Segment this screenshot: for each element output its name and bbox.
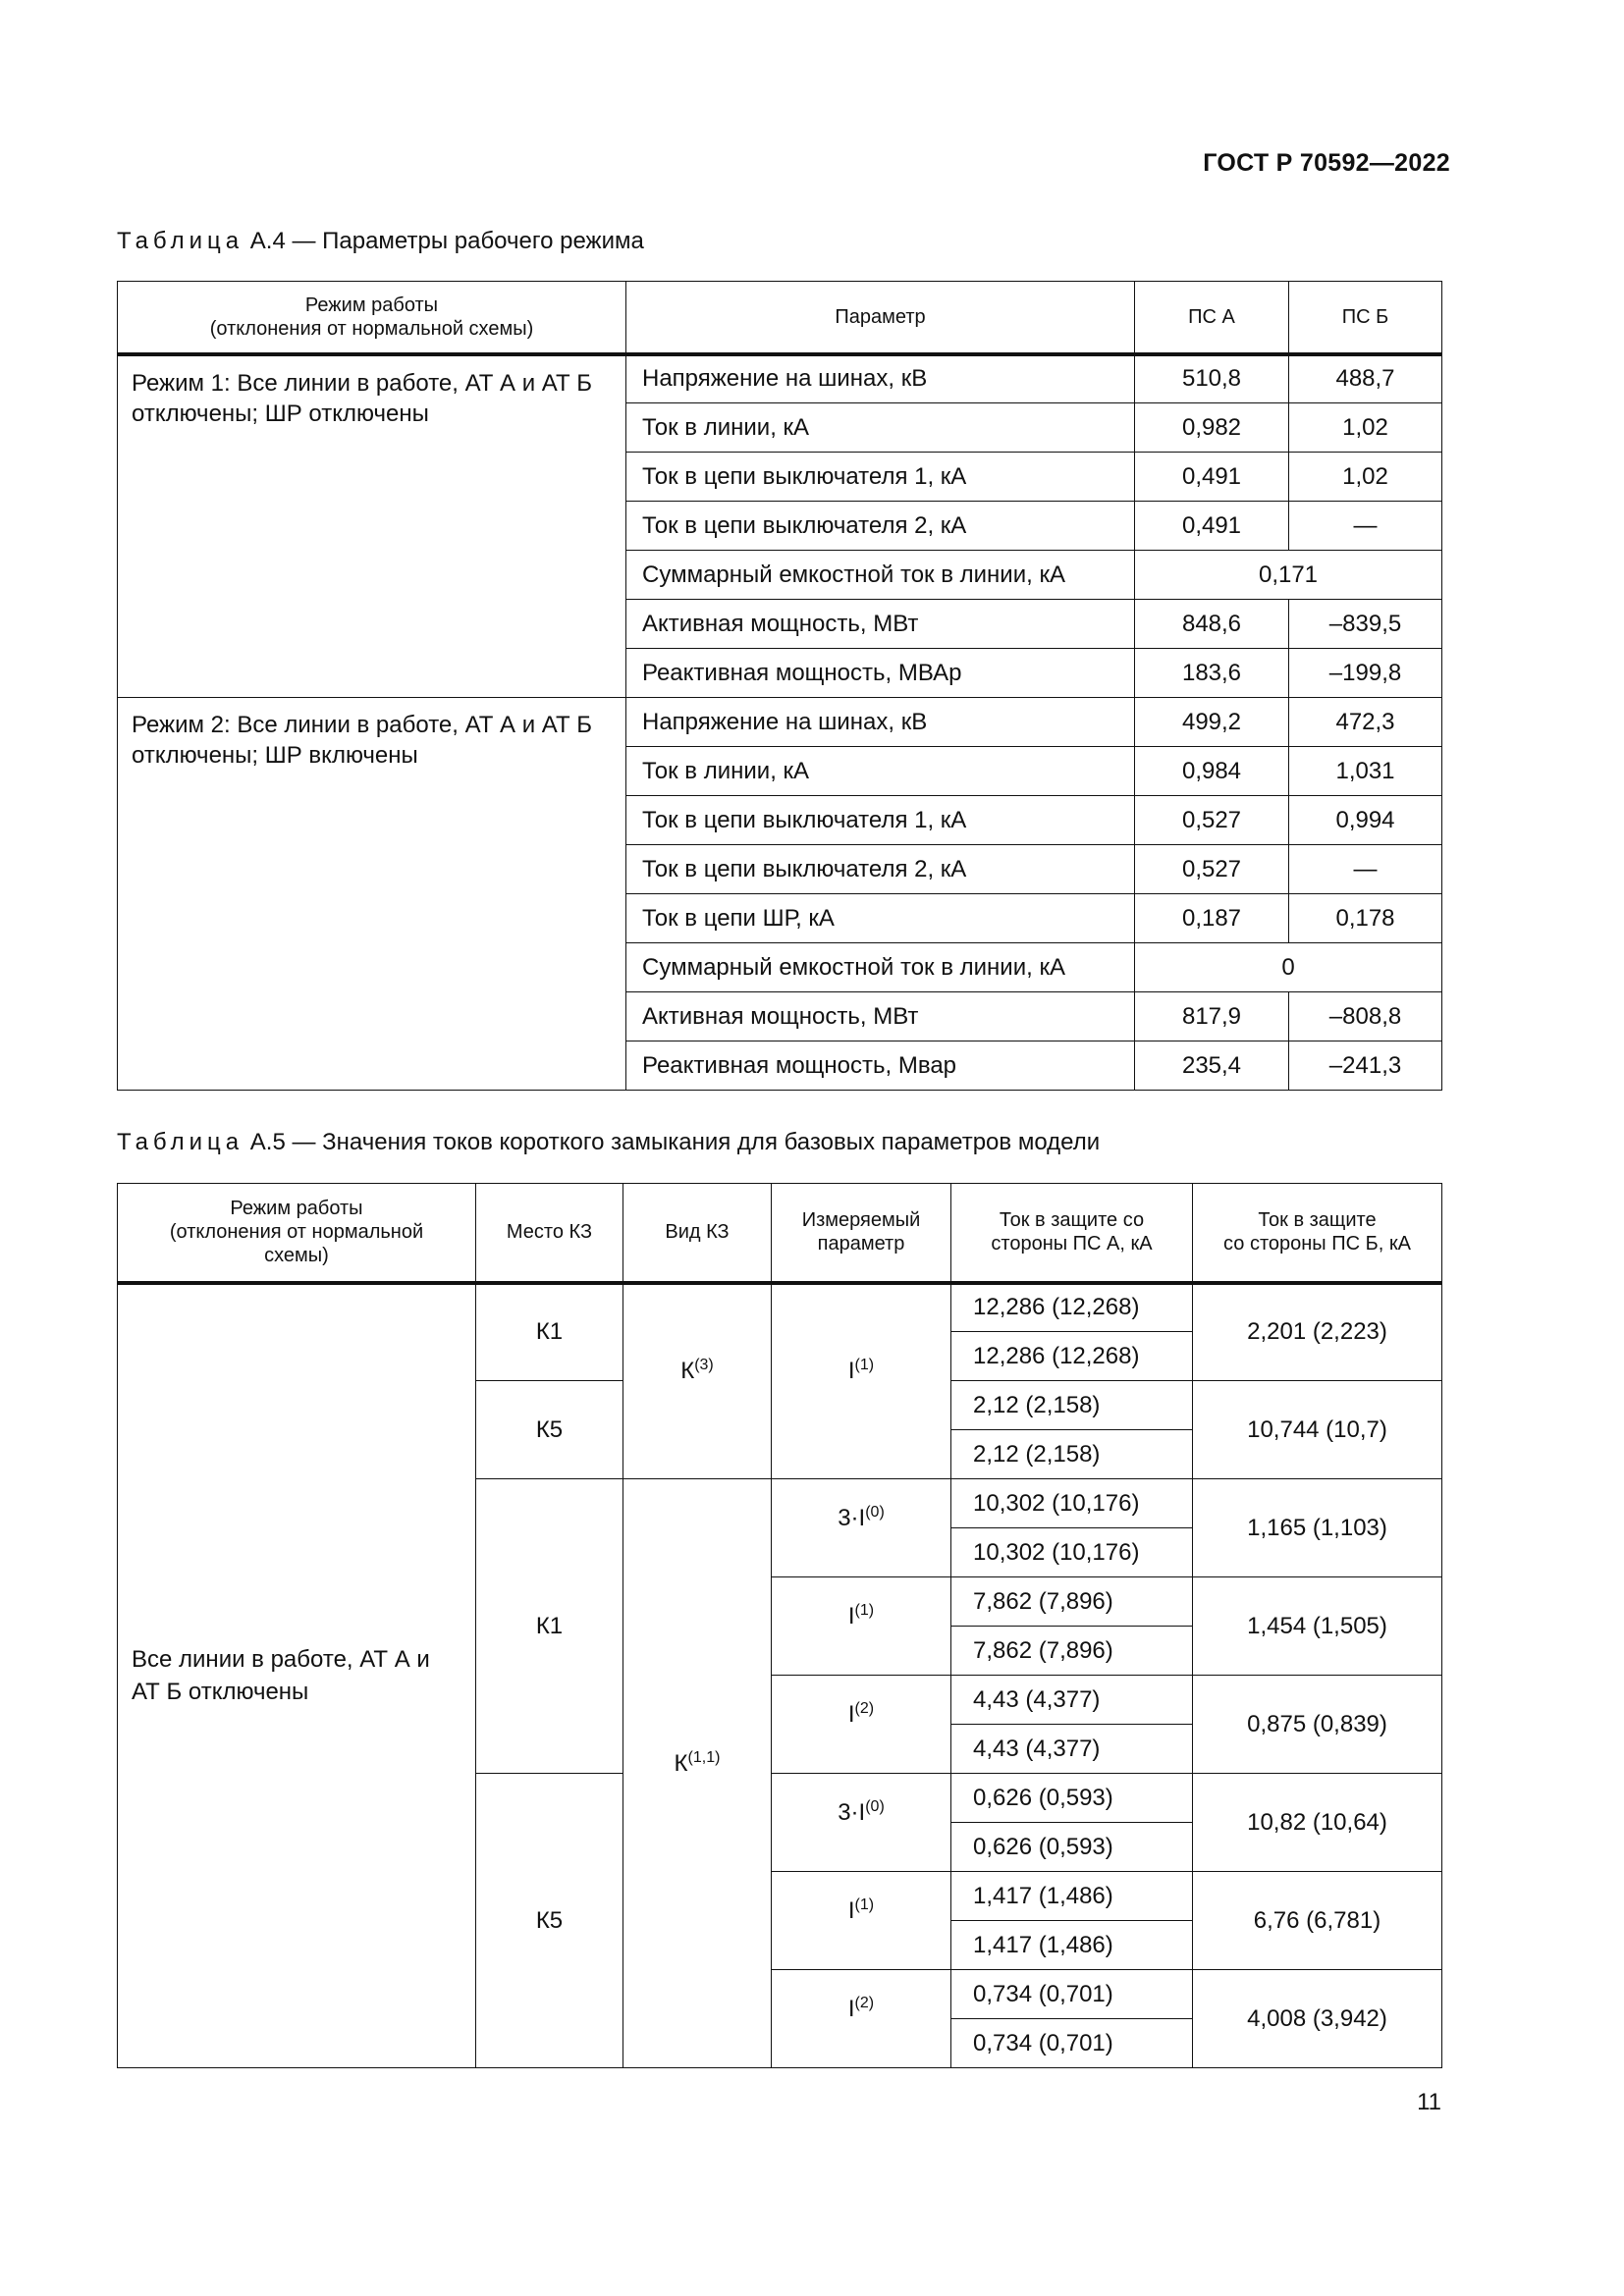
ps-b-cell: –839,5 <box>1289 600 1442 649</box>
meas-sup: (0) <box>865 1797 885 1815</box>
value-a-cell: 7,862 (7,896) <box>951 1627 1193 1676</box>
ps-a-cell: 0,491 <box>1135 453 1289 502</box>
meas-base: I <box>847 1602 855 1629</box>
ps-a-cell: 0,527 <box>1135 845 1289 894</box>
ps-b-cell: — <box>1289 845 1442 894</box>
value-b-cell: 6,76 (6,781) <box>1193 1872 1442 1970</box>
value-a-cell: 10,302 (10,176) <box>951 1479 1193 1528</box>
param-cell: Ток в линии, кА <box>626 747 1135 796</box>
table-a4-caption <box>117 228 644 255</box>
kind-sup: (3) <box>694 1357 714 1374</box>
meas-sup: (1) <box>854 1357 875 1374</box>
table-header-row <box>118 1184 1442 1283</box>
value-b-cell: 0,875 (0,839) <box>1193 1676 1442 1774</box>
param-cell: Ток в цепи выключателя 1, кА <box>626 453 1135 502</box>
ps-b-cell: 472,3 <box>1289 698 1442 747</box>
ps-a-cell: 0,491 <box>1135 502 1289 551</box>
header-ps-b: ПС Б <box>1289 282 1442 354</box>
caption-text: А.5 — Значения токов короткого замыкания для базовых параметров модели <box>249 1129 1101 1155</box>
value-a-cell: 2,12 (2,158) <box>951 1381 1193 1430</box>
meas-cell <box>772 1970 951 2068</box>
param-cell: Ток в цепи выключателя 2, кА <box>626 845 1135 894</box>
ps-a-cell: 499,2 <box>1135 698 1289 747</box>
ps-b-cell: 0,178 <box>1289 894 1442 943</box>
table-header-row <box>118 282 1442 354</box>
meas-base: I <box>847 1358 855 1385</box>
value-a-cell: 1,417 (1,486) <box>951 1872 1193 1921</box>
kind-sup: (1,1) <box>687 1748 721 1766</box>
value-a-cell: 7,862 (7,896) <box>951 1577 1193 1627</box>
ps-b-cell: 1,02 <box>1289 453 1442 502</box>
param-cell: Напряжение на шинах, кВ <box>626 698 1135 747</box>
header-kind: Вид КЗ <box>623 1184 772 1283</box>
param-cell: Реактивная мощность, МВАр <box>626 649 1135 698</box>
value-a-cell: 10,302 (10,176) <box>951 1528 1193 1577</box>
table-row <box>118 1283 1442 1332</box>
meas-sup: (2) <box>854 1994 875 2011</box>
header-current-b: Ток в защите со стороны ПС Б, кА <box>1193 1184 1442 1283</box>
caption-word: Таблица <box>117 228 244 254</box>
table-row <box>118 354 1442 403</box>
table-a4 <box>117 281 1442 1091</box>
value-a-cell: 2,12 (2,158) <box>951 1430 1193 1479</box>
header-current-a: Ток в защите со стороны ПС А, кА <box>951 1184 1193 1283</box>
kind-base: К <box>674 1749 688 1777</box>
mode-cell: Режим 2: Все линии в работе, АТ А и АТ Б отключены; ШР включены <box>118 698 626 1091</box>
value-b-cell: 2,201 (2,223) <box>1193 1283 1442 1381</box>
place-cell-k5: К5 <box>476 1381 623 1479</box>
value-a-cell: 12,286 (12,268) <box>951 1332 1193 1381</box>
meas-base: I <box>847 1995 855 2022</box>
ps-a-cell: 510,8 <box>1135 354 1289 403</box>
meas-base: I <box>847 1896 855 1924</box>
header-mode: Режим работы (отклонения от нормальной схемы) <box>118 1184 476 1283</box>
param-cell: Ток в цепи выключателя 2, кА <box>626 502 1135 551</box>
meas-sup: (1) <box>854 1601 875 1619</box>
header-mode: Режим работы (отклонения от нормальной схемы) <box>118 282 626 354</box>
value-b-cell: 10,744 (10,7) <box>1193 1381 1442 1479</box>
param-cell: Активная мощность, МВт <box>626 600 1135 649</box>
meas-base: 3·I <box>838 1504 866 1531</box>
value-a-cell: 1,417 (1,486) <box>951 1921 1193 1970</box>
value-b-cell: 10,82 (10,64) <box>1193 1774 1442 1872</box>
ps-a-cell: 848,6 <box>1135 600 1289 649</box>
meas-base: 3·I <box>838 1798 866 1826</box>
ps-b-cell: 0,994 <box>1289 796 1442 845</box>
ps-b-cell: –241,3 <box>1289 1041 1442 1091</box>
table-row <box>118 698 1442 747</box>
ps-b-cell: 488,7 <box>1289 354 1442 403</box>
ps-ab-cell: 0 <box>1135 943 1442 992</box>
param-cell: Суммарный емкостной ток в линии, кА <box>626 943 1135 992</box>
value-a-cell: 4,43 (4,377) <box>951 1725 1193 1774</box>
ps-b-cell: — <box>1289 502 1442 551</box>
standard-code: ГОСТ Р 70592—2022 <box>1203 149 1450 177</box>
ps-a-cell: 0,984 <box>1135 747 1289 796</box>
meas-cell <box>772 1479 951 1577</box>
value-a-cell: 0,734 (0,701) <box>951 1970 1193 2019</box>
value-b-cell: 1,454 (1,505) <box>1193 1577 1442 1676</box>
table-a5-caption <box>117 1129 1100 1156</box>
value-a-cell: 4,43 (4,377) <box>951 1676 1193 1725</box>
kind-cell-k3 <box>623 1283 772 1479</box>
ps-a-cell: 817,9 <box>1135 992 1289 1041</box>
ps-b-cell: 1,02 <box>1289 403 1442 453</box>
caption-word: Таблица <box>117 1129 244 1155</box>
mode-cell: Режим 1: Все линии в работе, АТ А и АТ Б отключены; ШР отключены <box>118 354 626 698</box>
header-ps-a: ПС А <box>1135 282 1289 354</box>
param-cell: Ток в цепи ШР, кА <box>626 894 1135 943</box>
meas-cell <box>772 1774 951 1872</box>
header-place: Место КЗ <box>476 1184 623 1283</box>
value-a-cell: 0,734 (0,701) <box>951 2019 1193 2068</box>
ps-a-cell: 0,527 <box>1135 796 1289 845</box>
mode-cell: Все линии в работе, АТ А и АТ Б отключены <box>118 1283 476 2068</box>
meas-sup: (1) <box>854 1896 875 1913</box>
meas-cell <box>772 1283 951 1479</box>
value-b-cell: 4,008 (3,942) <box>1193 1970 1442 2068</box>
value-a-cell: 12,286 (12,268) <box>951 1283 1193 1332</box>
header-param: Параметр <box>626 282 1135 354</box>
ps-b-cell: 1,031 <box>1289 747 1442 796</box>
value-b-cell: 1,165 (1,103) <box>1193 1479 1442 1577</box>
ps-a-cell: 235,4 <box>1135 1041 1289 1091</box>
ps-a-cell: 0,187 <box>1135 894 1289 943</box>
value-a-cell: 0,626 (0,593) <box>951 1774 1193 1823</box>
param-cell: Реактивная мощность, Мвар <box>626 1041 1135 1091</box>
meas-base: I <box>847 1700 855 1728</box>
param-cell: Активная мощность, МВт <box>626 992 1135 1041</box>
value-a-cell: 0,626 (0,593) <box>951 1823 1193 1872</box>
kind-cell-k11 <box>623 1479 772 2068</box>
param-cell: Напряжение на шинах, кВ <box>626 354 1135 403</box>
ps-ab-cell: 0,171 <box>1135 551 1442 600</box>
header-measured: Измеряемый параметр <box>772 1184 951 1283</box>
caption-text: А.4 — Параметры рабочего режима <box>249 228 644 254</box>
meas-cell <box>772 1577 951 1676</box>
ps-b-cell: –808,8 <box>1289 992 1442 1041</box>
meas-cell <box>772 1676 951 1774</box>
place-cell-k5: К5 <box>476 1774 623 2068</box>
param-cell: Ток в линии, кА <box>626 403 1135 453</box>
ps-a-cell: 183,6 <box>1135 649 1289 698</box>
page-number: 11 <box>1417 2089 1441 2115</box>
place-cell-k1: К1 <box>476 1479 623 1774</box>
ps-a-cell: 0,982 <box>1135 403 1289 453</box>
ps-b-cell: –199,8 <box>1289 649 1442 698</box>
param-cell: Ток в цепи выключателя 1, кА <box>626 796 1135 845</box>
meas-sup: (0) <box>865 1503 885 1521</box>
meas-cell <box>772 1872 951 1970</box>
kind-base: К <box>680 1358 695 1385</box>
table-a5 <box>117 1183 1442 2068</box>
param-cell: Суммарный емкостной ток в линии, кА <box>626 551 1135 600</box>
place-cell-k1: К1 <box>476 1283 623 1381</box>
meas-sup: (2) <box>854 1699 875 1717</box>
